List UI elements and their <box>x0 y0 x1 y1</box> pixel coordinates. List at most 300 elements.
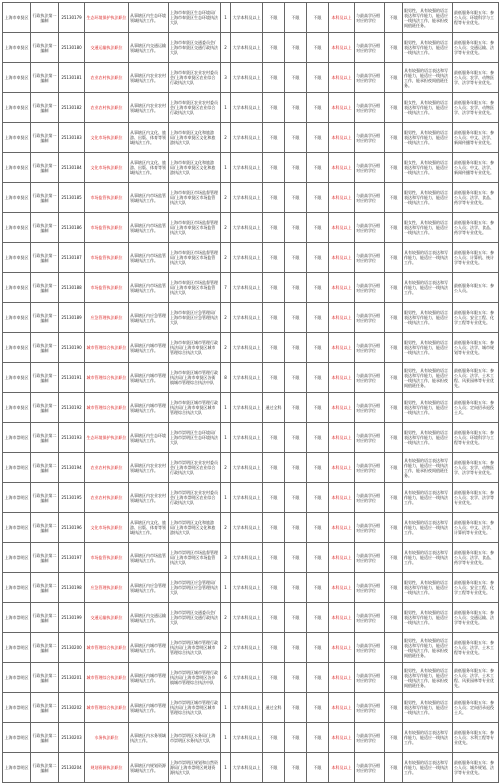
cell-deg: 不限 <box>263 603 285 633</box>
table-row <box>3 153 499 183</box>
cell-intro: 从事辖区内市场监管领域执法工作。 <box>129 273 169 303</box>
cell-area: 上海市崇明区 <box>3 723 31 753</box>
cell-major: 本科及以上 <box>329 663 355 693</box>
cell-req: 限女性，具有较强的语言表达和写作能力，能适应一线执法工作。 <box>403 213 453 243</box>
cell-edu: 大学本科及以上 <box>231 453 263 483</box>
cell-area: 上海市奉贤区 <box>3 333 31 363</box>
cell-exp: 不限 <box>285 273 307 303</box>
cell-agency: 上海市奉贤区农业农村委员会/上海市奉贤区农业综合行政执法大队 <box>169 93 221 123</box>
cell-agency: 上海市奉贤区生态环境局/上海市奉贤区生态环境执法大队 <box>169 3 221 33</box>
cell-post: 市场监管执法职位 <box>85 183 129 213</box>
cell-pol: 不限 <box>307 603 329 633</box>
cell-qual: 与最高学历相对应的学位 <box>355 273 385 303</box>
cell-exp: 不限 <box>285 573 307 603</box>
cell-deg: 不限 <box>263 273 285 303</box>
cell-agency: 上海市奉贤区城市管理行政执法局/上海市奉贤区城市管理综合执法大队 <box>169 393 221 423</box>
cell-note: 最低服务年限五年；参公人员；定向招录退役士兵。 <box>453 393 499 423</box>
cell-area: 上海市奉贤区 <box>3 363 31 393</box>
cell-deg: 不限 <box>263 573 285 603</box>
cell-note: 最低服务年限五年；参公人员；城乡规划、法学等专业优先。 <box>453 753 499 783</box>
cell-req: 具有较强的语言表达和写作能力，能适应一线执法工作。 <box>403 483 453 513</box>
cell-edu: 大学本科及以上 <box>231 393 263 423</box>
cell-note: 最低服务年限五年；参公人员；农学、动物医学、法学等专业优先。 <box>453 453 499 483</box>
cell-note: 最低服务年限五年；参公人员；环境科学与工程等专业优先。 <box>453 423 499 453</box>
cell-major: 本科及以上 <box>329 153 355 183</box>
cell-other: 不限 <box>385 153 403 183</box>
cell-note: 最低服务年限五年；参公人员；法学、食品、药学等专业优先。 <box>453 213 499 243</box>
cell-req: 限男性，具有较强的语言表达和写作能力，能适应一线执法工作。 <box>403 573 453 603</box>
cell-major: 本科及以上 <box>329 483 355 513</box>
cell-num: 3 <box>221 63 231 93</box>
cell-exp: 不限 <box>285 243 307 273</box>
cell-code: 25130202 <box>59 693 85 723</box>
cell-num: 2 <box>221 243 231 273</box>
cell-num: 1 <box>221 753 231 783</box>
cell-req: 限男性，具有较强的语言表达和写作能力，能适应一线执法工作，能承担夜间值班任务。 <box>403 633 453 663</box>
cell-intro: 从事辖区内城市管理领域执法工作。 <box>129 363 169 393</box>
cell-major: 本科及以上 <box>329 573 355 603</box>
cell-pol: 不限 <box>307 363 329 393</box>
cell-major: 本科及以上 <box>329 273 355 303</box>
table-row <box>3 753 499 783</box>
cell-area: 上海市崇明区 <box>3 423 31 453</box>
cell-note: 最低服务年限五年；参公人员；农学、动物医学、法学等专业优先。 <box>453 93 499 123</box>
cell-post: 农业农村执法职位 <box>85 93 129 123</box>
table-row <box>3 513 499 543</box>
cell-other: 不限 <box>385 453 403 483</box>
cell-unit: 行政执法第二编制 <box>31 453 59 483</box>
cell-pol: 不限 <box>307 3 329 33</box>
cell-post: 水务执法职位 <box>85 723 129 753</box>
cell-qual: 与最高学历相对应的学位 <box>355 153 385 183</box>
table-row <box>3 33 499 63</box>
cell-req: 具有较强的语言表达和写作能力，能适应一线执法工作，能承担夜间值班任务。 <box>403 453 453 483</box>
cell-unit: 行政执法第一编制 <box>31 333 59 363</box>
cell-edu: 大学本科及以上 <box>231 693 263 723</box>
cell-area: 上海市奉贤区 <box>3 93 31 123</box>
cell-deg: 不限 <box>263 63 285 93</box>
cell-exp: 不限 <box>285 333 307 363</box>
cell-pol: 不限 <box>307 273 329 303</box>
cell-pol: 不限 <box>307 693 329 723</box>
cell-edu: 大学本科及以上 <box>231 753 263 783</box>
cell-note: 最低服务年限五年；参公人员；安全工程、化学工程等专业优先。 <box>453 303 499 333</box>
cell-other: 不限 <box>385 513 403 543</box>
cell-edu: 大学本科及以上 <box>231 63 263 93</box>
table-row <box>3 423 499 453</box>
table-row <box>3 573 499 603</box>
cell-post: 生态环境保护执法职位 <box>85 423 129 453</box>
cell-code: 25130203 <box>59 723 85 753</box>
cell-qual: 与最高学历相对应的学位 <box>355 663 385 693</box>
cell-pol: 不限 <box>307 153 329 183</box>
cell-note: 最低服务年限五年；参公人员；农学、动物医学、法学等专业优先。 <box>453 63 499 93</box>
cell-exp: 不限 <box>285 633 307 663</box>
cell-pol: 不限 <box>307 753 329 783</box>
cell-code: 25130194 <box>59 453 85 483</box>
cell-exp: 不限 <box>285 3 307 33</box>
cell-code: 25130186 <box>59 213 85 243</box>
cell-other: 不限 <box>385 273 403 303</box>
cell-unit: 行政执法第一编制 <box>31 153 59 183</box>
cell-code: 25130179 <box>59 3 85 33</box>
cell-code: 25130204 <box>59 753 85 783</box>
cell-area: 上海市崇明区 <box>3 753 31 783</box>
cell-code: 25130189 <box>59 303 85 333</box>
cell-qual: 与最高学历相对应的学位 <box>355 573 385 603</box>
cell-req: 具有较强的语言表达和写作能力，能适应一线执法工作。 <box>403 243 453 273</box>
cell-deg: 通过全科 <box>263 693 285 723</box>
cell-qual: 与最高学历相对应的学位 <box>355 123 385 153</box>
cell-exp: 不限 <box>285 513 307 543</box>
cell-deg: 不限 <box>263 363 285 393</box>
cell-area: 上海市崇明区 <box>3 633 31 663</box>
cell-unit: 行政执法第一编制 <box>31 123 59 153</box>
cell-pol: 不限 <box>307 543 329 573</box>
cell-num: 1 <box>221 483 231 513</box>
cell-post: 文化市场执法职位 <box>85 123 129 153</box>
cell-qual: 与最高学历相对应的学位 <box>355 513 385 543</box>
cell-edu: 大学本科及以上 <box>231 333 263 363</box>
cell-code: 25130197 <box>59 543 85 573</box>
table-row <box>3 603 499 633</box>
table-row <box>3 483 499 513</box>
cell-deg: 通过全科 <box>263 393 285 423</box>
cell-qual: 与最高学历相对应的学位 <box>355 33 385 63</box>
cell-deg: 不限 <box>263 423 285 453</box>
cell-exp: 不限 <box>285 483 307 513</box>
cell-post: 城市管理综合执法职位 <box>85 363 129 393</box>
cell-exp: 不限 <box>285 753 307 783</box>
cell-exp: 不限 <box>285 213 307 243</box>
cell-edu: 大学本科及以上 <box>231 423 263 453</box>
cell-post: 文化市场执法职位 <box>85 513 129 543</box>
cell-pol: 不限 <box>307 303 329 333</box>
cell-major: 本科及以上 <box>329 753 355 783</box>
cell-agency: 上海市崇明区规划和自然资源局/上海市崇明区规划资源执法大队 <box>169 753 221 783</box>
cell-pol: 不限 <box>307 33 329 63</box>
cell-post: 农业农村执法职位 <box>85 453 129 483</box>
cell-agency: 上海市崇明区城市管理行政执法局/上海市崇明区城市管理综合执法大队 <box>169 693 221 723</box>
table-row <box>3 273 499 303</box>
cell-edu: 大学本科及以上 <box>231 33 263 63</box>
cell-edu: 大学本科及以上 <box>231 273 263 303</box>
table-row <box>3 633 499 663</box>
cell-deg: 不限 <box>263 93 285 123</box>
cell-num: 1 <box>221 693 231 723</box>
table-row <box>3 123 499 153</box>
cell-post: 城市管理综合执法职位 <box>85 633 129 663</box>
cell-unit: 行政执法第二编制 <box>31 573 59 603</box>
cell-other: 不限 <box>385 63 403 93</box>
cell-area: 上海市崇明区 <box>3 663 31 693</box>
cell-num: 2 <box>221 633 231 663</box>
cell-num: 1 <box>221 723 231 753</box>
cell-qual: 与最高学历相对应的学位 <box>355 3 385 33</box>
cell-deg: 不限 <box>263 633 285 663</box>
cell-qual: 与最高学历相对应的学位 <box>355 333 385 363</box>
cell-qual: 与最高学历相对应的学位 <box>355 213 385 243</box>
cell-area: 上海市奉贤区 <box>3 243 31 273</box>
cell-area: 上海市崇明区 <box>3 513 31 543</box>
cell-qual: 与最高学历相对应的学位 <box>355 93 385 123</box>
cell-pol: 不限 <box>307 243 329 273</box>
cell-unit: 行政执法第二编制 <box>31 423 59 453</box>
cell-post: 城市管理综合执法职位 <box>85 663 129 693</box>
cell-agency: 上海市奉贤区城市管理行政执法局/上海市奉贤区各街镇城市管理综合执法中队 <box>169 363 221 393</box>
cell-deg: 不限 <box>263 183 285 213</box>
cell-other: 不限 <box>385 723 403 753</box>
cell-unit: 行政执法第一编制 <box>31 243 59 273</box>
cell-note: 最低服务年限五年；参公人员；中文、法学、新闻传播等专业优先。 <box>453 153 499 183</box>
cell-unit: 行政执法第二编制 <box>31 543 59 573</box>
cell-edu: 大学本科及以上 <box>231 213 263 243</box>
cell-pol: 不限 <box>307 63 329 93</box>
cell-code: 25130192 <box>59 393 85 423</box>
cell-major: 本科及以上 <box>329 123 355 153</box>
table-row <box>3 333 499 363</box>
table-row <box>3 693 499 723</box>
cell-other: 不限 <box>385 633 403 663</box>
cell-post: 农业农村执法职位 <box>85 483 129 513</box>
cell-unit: 行政执法第二编制 <box>31 633 59 663</box>
cell-unit: 行政执法第一编制 <box>31 93 59 123</box>
cell-pol: 不限 <box>307 93 329 123</box>
cell-intro: 从事辖区内城市管理领域执法工作。 <box>129 333 169 363</box>
cell-deg: 不限 <box>263 453 285 483</box>
cell-note: 最低服务年限五年；参公人员；计算机、统计学等专业优先。 <box>453 243 499 273</box>
cell-num: 1 <box>221 573 231 603</box>
cell-req: 具有较强的语言表达和写作能力，能适应一线执法工作。 <box>403 723 453 753</box>
cell-area: 上海市崇明区 <box>3 543 31 573</box>
cell-major: 本科及以上 <box>329 393 355 423</box>
cell-unit: 行政执法第二编制 <box>31 513 59 543</box>
cell-num: 7 <box>221 273 231 303</box>
cell-note: 最低服务年限五年；参公人员；中文、法学、新闻传播等专业优先。 <box>453 123 499 153</box>
cell-deg: 不限 <box>263 153 285 183</box>
cell-major: 本科及以上 <box>329 543 355 573</box>
cell-intro: 从事辖区内市场监管领域执法工作。 <box>129 243 169 273</box>
cell-other: 不限 <box>385 603 403 633</box>
cell-intro: 从事辖区内农业农村领域执法工作。 <box>129 93 169 123</box>
cell-exp: 不限 <box>285 153 307 183</box>
cell-exp: 不限 <box>285 663 307 693</box>
cell-unit: 行政执法第一编制 <box>31 63 59 93</box>
cell-post: 文化市场执法职位 <box>85 153 129 183</box>
cell-edu: 大学本科及以上 <box>231 303 263 333</box>
cell-qual: 与最高学历相对应的学位 <box>355 543 385 573</box>
cell-req: 限男性，具有较强的语言表达和写作能力，能适应一线执法工作，能承担夜间值班任务。 <box>403 663 453 693</box>
cell-code: 25130183 <box>59 123 85 153</box>
cell-intro: 从事辖区内城市管理领域执法工作。 <box>129 693 169 723</box>
cell-unit: 行政执法第一编制 <box>31 393 59 423</box>
cell-req: 具有较强的语言表达和写作能力，能适应一线执法工作。 <box>403 753 453 783</box>
cell-exp: 不限 <box>285 93 307 123</box>
cell-area: 上海市崇明区 <box>3 573 31 603</box>
cell-area: 上海市奉贤区 <box>3 303 31 333</box>
cell-code: 25130199 <box>59 603 85 633</box>
cell-deg: 不限 <box>263 213 285 243</box>
cell-intro: 从事辖区内文化、旅游、出版、体育等领域执法工作。 <box>129 123 169 153</box>
cell-exp: 不限 <box>285 423 307 453</box>
cell-qual: 与最高学历相对应的学位 <box>355 243 385 273</box>
cell-intro: 从事辖区内文化、旅游、出版、体育等领域执法工作。 <box>129 153 169 183</box>
cell-post: 生态环境保护执法职位 <box>85 3 129 33</box>
cell-num: 1 <box>221 93 231 123</box>
cell-intro: 从事辖区内应急管理领域执法工作。 <box>129 303 169 333</box>
cell-req: 限男性，具有较强的语言表达和写作能力，能适应一线执法工作。 <box>403 303 453 333</box>
cell-deg: 不限 <box>263 123 285 153</box>
cell-note: 最低服务年限五年；参公人员；农学、法学等专业优先。 <box>453 483 499 513</box>
cell-edu: 大学本科及以上 <box>231 663 263 693</box>
cell-pol: 不限 <box>307 453 329 483</box>
cell-req: 限女性，具有较强的语言表达和写作能力，能适应一线执法工作。 <box>403 153 453 183</box>
cell-code: 25130198 <box>59 573 85 603</box>
cell-intro: 从事辖区内生态环境领域执法工作。 <box>129 3 169 33</box>
cell-unit: 行政执法第一编制 <box>31 273 59 303</box>
cell-req: 限男性，具有较强的语言表达和写作能力，能适应一线执法工作。 <box>403 333 453 363</box>
cell-code: 25130191 <box>59 363 85 393</box>
cell-req: 限男性，具有较强的语言表达和写作能力，能适应一线执法工作。 <box>403 123 453 153</box>
cell-area: 上海市奉贤区 <box>3 63 31 93</box>
cell-post: 市场监管执法职位 <box>85 273 129 303</box>
cell-major: 本科及以上 <box>329 93 355 123</box>
cell-note: 最低服务年限五年；参公人员；中文、法学、计算机等专业优先。 <box>453 513 499 543</box>
cell-unit: 行政执法第一编制 <box>31 213 59 243</box>
cell-area: 上海市奉贤区 <box>3 123 31 153</box>
cell-intro: 从事辖区内农业农村领域执法工作。 <box>129 483 169 513</box>
cell-unit: 行政执法第一编制 <box>31 363 59 393</box>
cell-unit: 行政执法第二编制 <box>31 483 59 513</box>
cell-major: 本科及以上 <box>329 63 355 93</box>
cell-post: 应急管理执法职位 <box>85 303 129 333</box>
cell-num: 2 <box>221 513 231 543</box>
cell-major: 本科及以上 <box>329 243 355 273</box>
cell-unit: 行政执法第一编制 <box>31 33 59 63</box>
cell-other: 不限 <box>385 33 403 63</box>
table-row <box>3 543 499 573</box>
cell-other: 不限 <box>385 333 403 363</box>
cell-major: 本科及以上 <box>329 453 355 483</box>
table-row <box>3 303 499 333</box>
cell-unit: 行政执法第二编制 <box>31 603 59 633</box>
cell-agency: 上海市崇明区交通委员会/上海市崇明区交通行政执法大队 <box>169 603 221 633</box>
cell-intro: 从事辖区内应急管理领域执法工作。 <box>129 573 169 603</box>
cell-num: 1 <box>221 153 231 183</box>
cell-num: 2 <box>221 183 231 213</box>
cell-qual: 与最高学历相对应的学位 <box>355 63 385 93</box>
cell-deg: 不限 <box>263 243 285 273</box>
table-row <box>3 3 499 33</box>
cell-major: 本科及以上 <box>329 363 355 393</box>
cell-req: 限女性，具有较强的语言表达和写作能力，能适应一线执法工作。 <box>403 93 453 123</box>
cell-area: 上海市崇明区 <box>3 693 31 723</box>
cell-area: 上海市奉贤区 <box>3 393 31 423</box>
cell-req: 具有较强的语言表达和写作能力，能适应一线执法工作，能承担夜间值班任务。 <box>403 63 453 93</box>
cell-agency: 上海市奉贤区文化和旅游局/上海市奉贤区文化和旅游执法大队 <box>169 123 221 153</box>
cell-major: 本科及以上 <box>329 183 355 213</box>
cell-unit: 行政执法第一编制 <box>31 183 59 213</box>
cell-area: 上海市奉贤区 <box>3 213 31 243</box>
cell-deg: 不限 <box>263 663 285 693</box>
cell-edu: 大学本科及以上 <box>231 543 263 573</box>
cell-code: 25130181 <box>59 63 85 93</box>
cell-req: 限男性，具有较强的语言表达和写作能力，能适应一线执法工作，能承担夜间值班任务。 <box>403 3 453 33</box>
cell-agency: 上海市崇明区城市管理行政执法局/上海市崇明区各乡镇城市管理综合执法中队 <box>169 663 221 693</box>
cell-exp: 不限 <box>285 723 307 753</box>
cell-intro: 从事辖区内市场监管领域执法工作。 <box>129 543 169 573</box>
cell-intro: 从事辖区内水务领域执法工作。 <box>129 723 169 753</box>
cell-intro: 从事辖区内市场监管领域执法工作。 <box>129 213 169 243</box>
cell-edu: 大学本科及以上 <box>231 573 263 603</box>
cell-exp: 不限 <box>285 453 307 483</box>
cell-req: 限男性，具有较强的语言表达和写作能力，能适应一线执法工作。 <box>403 393 453 423</box>
cell-num: 1 <box>221 3 231 33</box>
cell-req: 具有较强的语言表达和写作能力，能适应一线执法工作。 <box>403 273 453 303</box>
cell-exp: 不限 <box>285 693 307 723</box>
cell-edu: 大学本科及以上 <box>231 723 263 753</box>
cell-intro: 从事辖区内生态环境领域执法工作。 <box>129 423 169 453</box>
cell-other: 不限 <box>385 393 403 423</box>
cell-pol: 不限 <box>307 513 329 543</box>
cell-post: 交通运输执法职位 <box>85 603 129 633</box>
cell-post: 城市管理综合执法职位 <box>85 393 129 423</box>
cell-post: 城市管理综合执法职位 <box>85 693 129 723</box>
table-row <box>3 663 499 693</box>
cell-edu: 大学本科及以上 <box>231 603 263 633</box>
cell-major: 本科及以上 <box>329 423 355 453</box>
cell-note: 最低服务年限五年；参公人员；法学、食品、药学等专业优先。 <box>453 183 499 213</box>
cell-other: 不限 <box>385 3 403 33</box>
recruitment-table <box>2 2 499 783</box>
cell-agency: 上海市崇明区市场监督管理局/上海市崇明区市场监管执法大队 <box>169 543 221 573</box>
cell-exp: 不限 <box>285 363 307 393</box>
cell-pol: 不限 <box>307 213 329 243</box>
cell-other: 不限 <box>385 303 403 333</box>
cell-req: 限男性，具有较强的语言表达和写作能力，能适应一线执法工作。 <box>403 33 453 63</box>
cell-deg: 不限 <box>263 723 285 753</box>
cell-post: 市场监管执法职位 <box>85 243 129 273</box>
cell-post: 应急管理执法职位 <box>85 573 129 603</box>
cell-req: 限男性，具有较强的语言表达和写作能力，能适应一线执法工作，能承担夜间值班任务。 <box>403 363 453 393</box>
cell-major: 本科及以上 <box>329 513 355 543</box>
cell-req: 具有较强的语言表达和写作能力，能适应一线执法工作。 <box>403 513 453 543</box>
cell-pol: 不限 <box>307 183 329 213</box>
cell-qual: 与最高学历相对应的学位 <box>355 603 385 633</box>
cell-other: 不限 <box>385 363 403 393</box>
cell-code: 25130180 <box>59 33 85 63</box>
cell-num: 2 <box>221 123 231 153</box>
cell-code: 25130196 <box>59 513 85 543</box>
cell-edu: 大学本科及以上 <box>231 633 263 663</box>
table-row <box>3 213 499 243</box>
cell-unit: 行政执法第二编制 <box>31 753 59 783</box>
cell-note: 最低服务年限五年；参公人员；法学、土木工程、风景园林等专业优先。 <box>453 663 499 693</box>
cell-intro: 从事辖区内城市管理领域执法工作。 <box>129 663 169 693</box>
cell-other: 不限 <box>385 543 403 573</box>
cell-agency: 上海市崇明区农业农村委员会/上海市崇明区农业综合行政执法大队 <box>169 453 221 483</box>
cell-agency: 上海市崇明区应急管理局/上海市崇明区应急管理执法大队 <box>169 573 221 603</box>
cell-deg: 不限 <box>263 483 285 513</box>
cell-agency: 上海市崇明区生态环境局/上海市崇明区生态环境执法大队 <box>169 423 221 453</box>
cell-post: 规划资源执法职位 <box>85 753 129 783</box>
table-row <box>3 363 499 393</box>
cell-code: 25130182 <box>59 93 85 123</box>
cell-post: 农业农村执法职位 <box>85 63 129 93</box>
cell-note: 最低服务年限五年；参公人员；法学、食品、药学等专业优先。 <box>453 543 499 573</box>
cell-major: 本科及以上 <box>329 603 355 633</box>
cell-other: 不限 <box>385 243 403 273</box>
